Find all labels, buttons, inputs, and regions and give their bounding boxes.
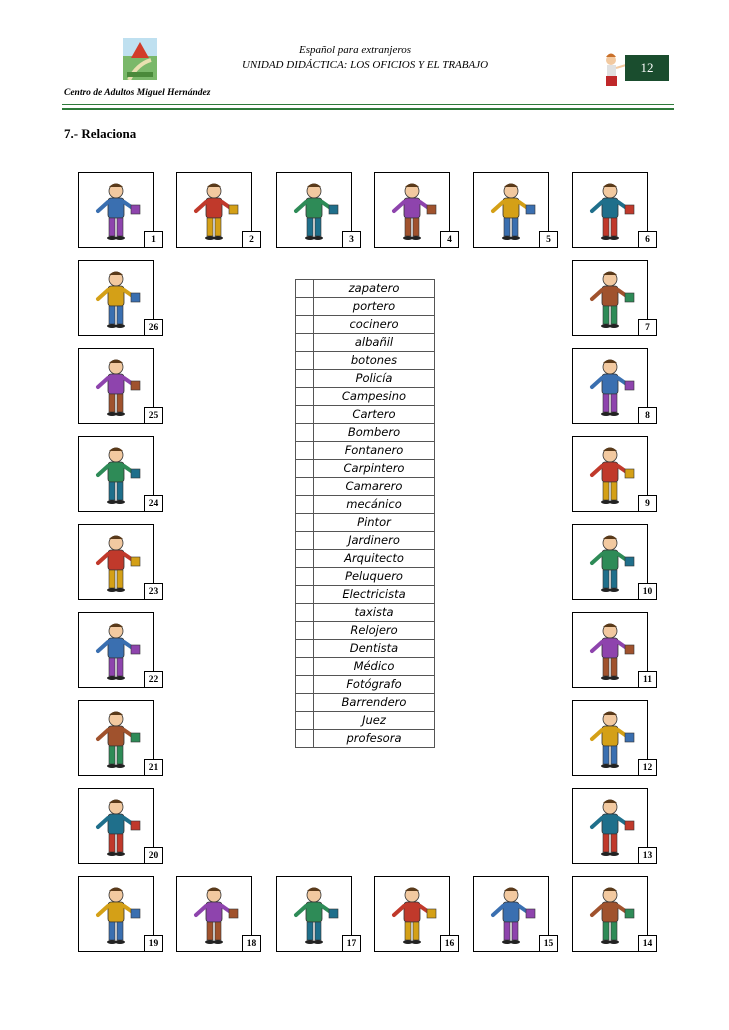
word-row — [296, 658, 435, 676]
exercise-title: 7.- Relaciona — [64, 126, 137, 141]
picture-number: 26 — [144, 319, 163, 336]
word-row — [296, 604, 435, 622]
word-label: Pintor — [314, 514, 435, 532]
picture-number: 10 — [638, 583, 657, 600]
picture-frame — [78, 348, 154, 424]
answer-blank[interactable] — [296, 676, 314, 694]
header-unit: UNIDAD DIDÁCTICA: LOS OFICIOS Y EL TRABAJO — [241, 59, 489, 71]
word-label: Jardinero — [314, 532, 435, 550]
word-label: Arquitecto — [314, 550, 435, 568]
answer-blank[interactable] — [296, 460, 314, 478]
answer-blank[interactable] — [296, 568, 314, 586]
picture-frame — [572, 788, 648, 864]
answer-blank[interactable] — [296, 316, 314, 334]
answer-blank[interactable] — [296, 442, 314, 460]
picture-number: 23 — [144, 583, 163, 600]
picture-number: 6 — [638, 231, 657, 248]
picture-number: 4 — [440, 231, 459, 248]
word-label: Relojero — [314, 622, 435, 640]
picture-frame — [374, 876, 450, 952]
picture-frame — [572, 700, 648, 776]
word-label: Fotógrafo — [314, 676, 435, 694]
picture-frame — [78, 172, 154, 248]
word-label: Electricista — [314, 586, 435, 604]
answer-blank[interactable] — [296, 550, 314, 568]
answer-blank[interactable] — [296, 334, 314, 352]
picture-number: 15 — [539, 935, 558, 952]
word-label: Camarero — [314, 478, 435, 496]
answer-blank[interactable] — [296, 514, 314, 532]
word-row — [296, 388, 435, 406]
picture-frame — [176, 172, 252, 248]
answer-blank[interactable] — [296, 370, 314, 388]
word-row — [296, 334, 435, 352]
word-row — [296, 370, 435, 388]
word-row — [296, 586, 435, 604]
picture-number: 16 — [440, 935, 459, 952]
word-row — [296, 406, 435, 424]
word-label: zapatero — [314, 280, 435, 298]
picture-frame — [78, 260, 154, 336]
picture-frame — [78, 788, 154, 864]
picture-number: 14 — [638, 935, 657, 952]
picture-number: 7 — [638, 319, 657, 336]
word-label: cocinero — [314, 316, 435, 334]
header-title: Español para extranjeros — [298, 44, 412, 56]
word-row — [296, 442, 435, 460]
word-row — [296, 514, 435, 532]
picture-number: 13 — [638, 847, 657, 864]
word-label: Juez — [314, 712, 435, 730]
page-number: 12 — [625, 55, 669, 81]
picture-frame — [78, 436, 154, 512]
picture-frame — [374, 172, 450, 248]
answer-blank[interactable] — [296, 712, 314, 730]
word-label: Carpintero — [314, 460, 435, 478]
picture-frame — [572, 260, 648, 336]
word-row — [296, 316, 435, 334]
picture-number: 24 — [144, 495, 163, 512]
word-row — [296, 550, 435, 568]
picture-number: 12 — [638, 759, 657, 776]
answer-blank[interactable] — [296, 424, 314, 442]
answer-blank[interactable] — [296, 586, 314, 604]
answer-blank[interactable] — [296, 622, 314, 640]
picture-frame — [176, 876, 252, 952]
picture-frame — [78, 700, 154, 776]
answer-blank[interactable] — [296, 694, 314, 712]
word-label: Dentista — [314, 640, 435, 658]
answer-blank[interactable] — [296, 478, 314, 496]
word-row — [296, 640, 435, 658]
picture-frame — [572, 876, 648, 952]
picture-number: 18 — [242, 935, 261, 952]
answer-blank[interactable] — [296, 640, 314, 658]
picture-frame — [473, 172, 549, 248]
picture-frame — [473, 876, 549, 952]
picture-frame — [572, 436, 648, 512]
word-label: taxista — [314, 604, 435, 622]
word-row — [296, 424, 435, 442]
picture-frame — [572, 612, 648, 688]
picture-frame — [276, 172, 352, 248]
center-name: Centro de Adultos Miguel Hernández — [64, 88, 211, 98]
answer-blank[interactable] — [296, 406, 314, 424]
picture-number: 19 — [144, 935, 163, 952]
answer-blank[interactable] — [296, 658, 314, 676]
word-label: Fontanero — [314, 442, 435, 460]
page-badge — [599, 48, 671, 90]
answer-blank[interactable] — [296, 388, 314, 406]
word-row — [296, 622, 435, 640]
answer-blank[interactable] — [296, 298, 314, 316]
word-label: Barrendero — [314, 694, 435, 712]
word-row — [296, 676, 435, 694]
word-label: profesora — [314, 730, 435, 748]
word-row — [296, 478, 435, 496]
header-divider-thick — [62, 108, 674, 110]
word-label: portero — [314, 298, 435, 316]
picture-frame — [572, 348, 648, 424]
picture-number: 25 — [144, 407, 163, 424]
word-label: botones — [314, 352, 435, 370]
word-row — [296, 568, 435, 586]
picture-frame — [276, 876, 352, 952]
word-row — [296, 460, 435, 478]
picture-number: 3 — [342, 231, 361, 248]
picture-number: 5 — [539, 231, 558, 248]
picture-number: 21 — [144, 759, 163, 776]
picture-frame — [78, 612, 154, 688]
answer-blank[interactable] — [296, 532, 314, 550]
word-row — [296, 298, 435, 316]
word-row — [296, 694, 435, 712]
picture-number: 9 — [638, 495, 657, 512]
word-label: Peluquero — [314, 568, 435, 586]
word-row — [296, 730, 435, 748]
word-row — [296, 532, 435, 550]
picture-number: 20 — [144, 847, 163, 864]
school-logo — [123, 38, 157, 80]
word-row — [296, 280, 435, 298]
picture-frame — [78, 524, 154, 600]
answer-blank[interactable] — [296, 280, 314, 298]
picture-frame — [572, 524, 648, 600]
picture-number: 17 — [342, 935, 361, 952]
picture-frame — [78, 876, 154, 952]
word-row — [296, 712, 435, 730]
word-table — [295, 279, 435, 748]
word-label: Bombero — [314, 424, 435, 442]
picture-frame — [572, 172, 648, 248]
answer-blank[interactable] — [296, 352, 314, 370]
picture-number: 1 — [144, 231, 163, 248]
picture-number: 2 — [242, 231, 261, 248]
word-row — [296, 496, 435, 514]
word-label: Policía — [314, 370, 435, 388]
word-label: Cartero — [314, 406, 435, 424]
picture-number: 22 — [144, 671, 163, 688]
answer-blank[interactable] — [296, 730, 314, 748]
word-label: Médico — [314, 658, 435, 676]
word-row — [296, 352, 435, 370]
picture-number: 8 — [638, 407, 657, 424]
header-divider — [62, 104, 674, 105]
word-label: albañil — [314, 334, 435, 352]
answer-blank[interactable] — [296, 604, 314, 622]
word-label: mecánico — [314, 496, 435, 514]
picture-number: 11 — [638, 671, 657, 688]
answer-blank[interactable] — [296, 496, 314, 514]
word-label: Campesino — [314, 388, 435, 406]
